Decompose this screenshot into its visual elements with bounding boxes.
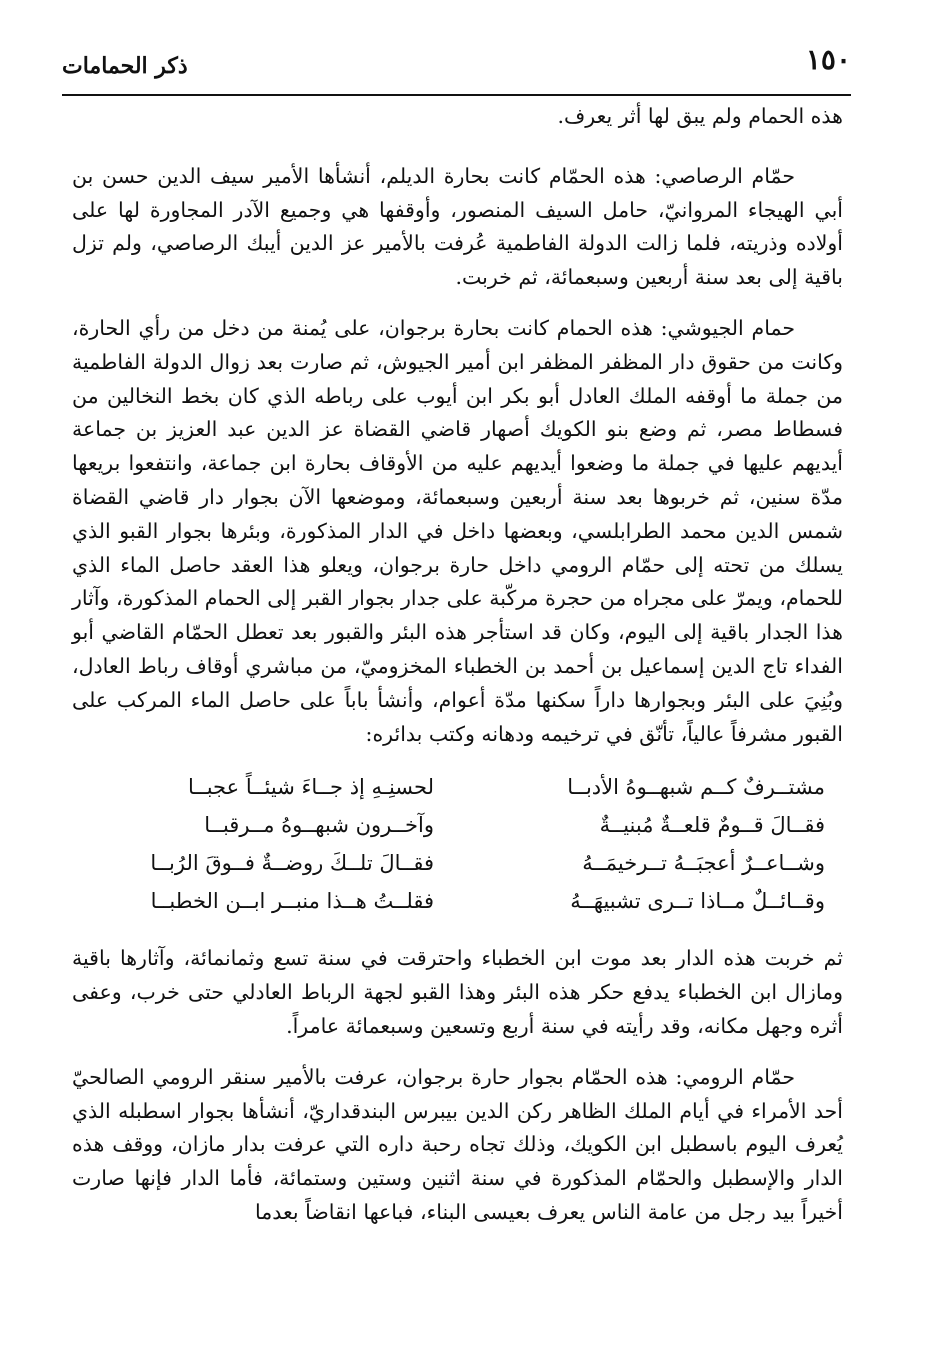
page-number: ١٥٠ bbox=[805, 43, 851, 76]
verse-first-hemistich: وقــائــلٌ مــاذا تــرى تشبيهَــهُ bbox=[570, 889, 825, 914]
paragraph-after-poem: ثم خربت هذه الدار بعد موت ابن الخطباء واحترقت في سنة تسع وثمانمائة، وآثارها باقية ومازال ابن الخطباء يدفع حكر هذه البئر وهذا القبو لجهة الرباط العادلي حتى خرب، وعفى أثره وجهل مكانه، وقد رأيته في سنة أربع وتسعين وسبعمائة عامراً. bbox=[72, 946, 843, 1038]
page-header bbox=[62, 38, 851, 96]
verse-second-hemistich: فقــالَ تلــكَ روضــةٌ فــوقَ الرُبــا bbox=[150, 851, 434, 876]
verse-second-hemistich: لحسنِـهِ إذ جــاءَ شيئــاً عجبــا bbox=[188, 775, 434, 800]
verse-first-hemistich: فقــالَ قــومٌ قلعــةٌ مُبنيــةٌ bbox=[599, 813, 825, 838]
poem-verse bbox=[72, 768, 843, 806]
verse-first-hemistich: وشــاعــرٌ أعجبَــهُ تــرخيمَــهُ bbox=[582, 851, 825, 876]
paragraph-hammam-rumi: حمّام الرومي: هذه الحمّام بجوار حارة برجوان، عرفت بالأمير سنقر الرومي الصالحيّ أحد الأمراء في أيام الملك الظاهر ركن الدين بيبرس البندقداريّ، أنشأها بجوار اسطبله الذي يُعرف اليوم باسطبل ابن الكويك، وذلك تجاه رحبة داره التي عرفت بدار مازان، ووقف هذه الدار والإسطبل والحمّام المذكورة في سنة اثنين وستين وستمائة، فأما الدار فإنها صارت أخيراً بيد رجل من عامة الناس يعرف بعيسى البناء، فباعها انقاضاً بعدما bbox=[72, 1064, 843, 1224]
poem-verse bbox=[72, 882, 843, 920]
verse-first-hemistich: مشتــرفٌ كــم شبهــوهُ الأدبــا bbox=[567, 775, 825, 800]
verse-second-hemistich: فقلــتُ هــذا منبــر ابــن الخطبــا bbox=[150, 889, 434, 914]
running-title: ذكر الحمامات bbox=[62, 53, 188, 79]
paragraph-continuation: هذه الحمام ولم يبق لها أثر يعرف. bbox=[557, 104, 843, 128]
paragraph-hammam-juyushi: حمام الجيوشي: هذه الحمام كانت بحارة برجوان، على يُمنة من دخل من رأي الحارة، وكانت من حقوق دار المظفر المظفر ابن أمير الجيوش، ثم صارت بعد زوال الدولة الفاطمية من جملة ما أوقفه الملك العادل أبو بكر ابن أيوب على رباطه الذي كان بخط النخالين من فسطاط مصر، ثم وضع بنو الكويك أصهار قاضي القضاة عز الدين عبد العزيز بن جماعة أيديهم عليها في جملة ما وضعوا أيديهم عليه من الأوقاف بحارة ابن جماعة، وانتفعوا بريعها مدّة سنين، ثم خربوها بعد سنة أربعين وسبعمائة، وموضعها الآن بجوار دار قاضي القضاة شمس الدين محمد الطرابلسي، وبعضها داخل في الدار المذكورة، وبئرها بجوار القبو الذي يسلك من تحته إلى حمّام الرومي داخل حارة برجوان، ويعلو هذا العقد حاصل الماء الذي للحمام، ويمرّ على مجراه من حجرة مركّبة على جدار بجوار القبر إلى الحمام المذكورة، وآثار هذا الجدار باقية إلى اليوم، وكان قد استأجر هذه البئر والقبور بعد تعطل الحمّام القاضي أبو الفداء تاج الدين إسماعيل بن أحمد بن الخطباء المخزوميّ، من مباشري أوقاف رباط العادل، وبُنِيَ على البئر وبجوارها داراً سكنها مدّة أعوام، وأنشأ باباً على حاصل الماء المركب على القبور مشرفاً عالياً، تأنّق في ترخيمه ودهانه وكتب بدائره: bbox=[72, 315, 843, 746]
poem bbox=[72, 768, 843, 920]
body-text bbox=[72, 100, 843, 1247]
paragraph-hammam-rasasi: حمّام الرصاصي: هذه الحمّام كانت بحارة الديلم، أنشأها الأمير سيف الدين حسن بن أبي الهيجاء المروانيّ، حامل السيف المنصور، وأوقفها هي وجميع الآدر المجاورة لها على أولاده وذريته، فلما زالت الدولة الفاطمية عُرفت بالأمير عز الدين أيبك الرصاصي، ولم تزل باقية إلى بعد سنة أربعين وسبعمائة، ثم خربت. bbox=[72, 163, 843, 290]
poem-verse bbox=[72, 844, 843, 882]
verse-second-hemistich: وآخــرون شبهــوهُ مــرقبــا bbox=[204, 813, 434, 838]
poem-verse bbox=[72, 806, 843, 844]
